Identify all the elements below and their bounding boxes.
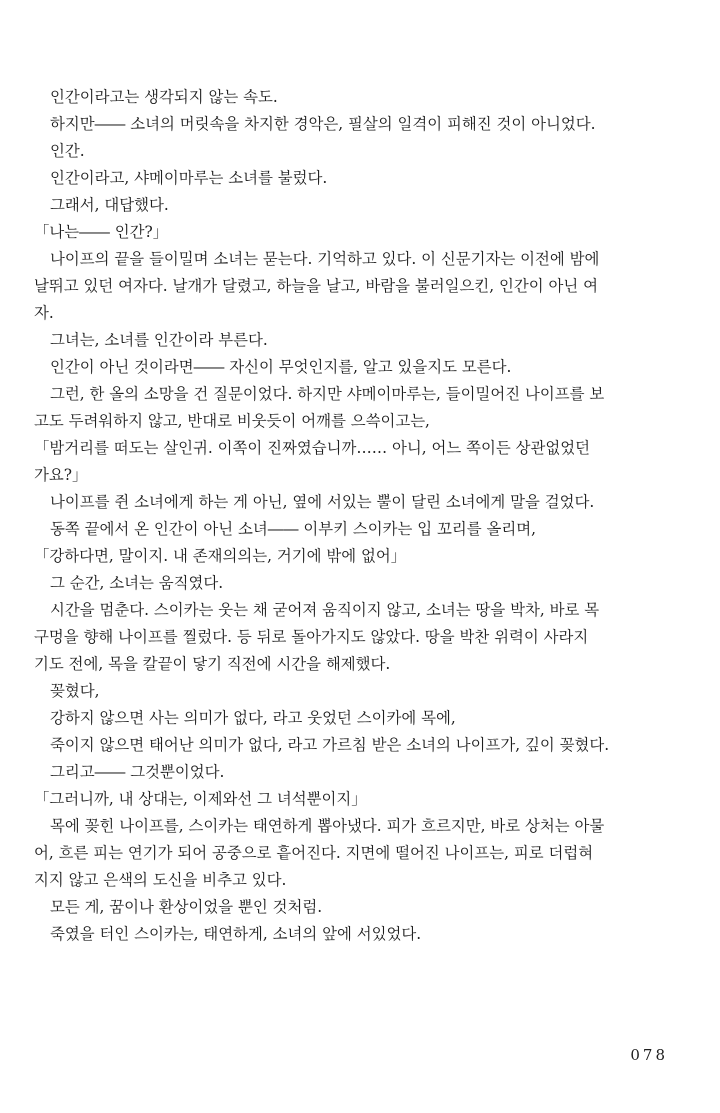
text-line: 그 순간, 소녀는 움직였다.: [50, 574, 224, 592]
text-line: 동쪽 끝에서 온 인간이 아닌 소녀―― 이부키 스이카는 입 꼬리를 올리며,: [50, 520, 537, 538]
text-line: 꽂혔다,: [50, 682, 100, 700]
text-line: 「강하다면, 말이지. 내 존재의의는, 거기에 밖에 없어」: [34, 547, 407, 565]
text-line: 「나는―― 인간?」: [34, 223, 169, 241]
text-line: 어, 흐른 피는 연기가 되어 공중으로 흩어진다. 지면에 떨어진 나이프는, 피로 더럽혀: [34, 844, 594, 862]
text-line: 구멍을 향해 나이프를 찔렀다. 등 뒤로 돌아가지도 않았다. 땅을 박찬 위력이 사라지: [34, 628, 589, 646]
text-line: 「그러니까, 내 상대는, 이제와선 그 녀석뿐이지」: [34, 790, 367, 808]
text-line: 시간을 멈춘다. 스이카는 웃는 채 굳어져 움직이지 않고, 소녀는 땅을 박차, 바로 목: [50, 601, 600, 619]
text-line: 강하지 않으면 사는 의미가 없다, 라고 웃었던 스이카에 목에,: [50, 709, 456, 727]
text-line: 나이프의 끝을 들이밀며 소녀는 묻는다. 기억하고 있다. 이 신문기자는 이전에 밤에: [50, 250, 600, 268]
text-line: 나이프를 쥔 소녀에게 하는 게 아닌, 옆에 서있는 뿔이 달린 소녀에게 말을 걸었다.: [50, 493, 595, 511]
text-line: 그리고―― 그것뿐이었다.: [50, 763, 225, 781]
text-line: 인간이 아닌 것이라면―― 자신이 무엇인지를, 알고 있을지도 모른다.: [50, 358, 512, 376]
text-line: 날뛰고 있던 여자다. 날개가 달렸고, 하늘을 날고, 바람을 불러일으킨, 인간이 아닌 여: [34, 277, 599, 295]
text-line: 그런, 한 올의 소망을 건 질문이었다. 하지만 샤메이마루는, 들이밀어진 나이프를 보: [50, 385, 605, 403]
text-line: 목에 꽂힌 나이프를, 스이카는 태연하게 뽑아냈다. 피가 흐르지만, 바로 상처는 아물: [50, 817, 605, 835]
text-line: 가요?」: [34, 466, 88, 484]
text-line: 인간.: [50, 142, 85, 160]
text-line: 인간이라고는 생각되지 않는 속도.: [50, 88, 278, 106]
text-line: 죽였을 터인 스이카는, 태연하게, 소녀의 앞에 서있었다.: [50, 925, 422, 943]
text-line: 죽이지 않으면 태어난 의미가 없다, 라고 가르침 받은 소녀의 나이프가, 깊이 꽂혔다.: [50, 736, 610, 754]
text-line: 고도 두려워하지 않고, 반대로 비웃듯이 어깨를 으쓱이고는,: [34, 412, 430, 430]
text-line: 그녀는, 소녀를 인간이라 부른다.: [50, 331, 268, 349]
text-line: 기도 전에, 목을 칼끝이 닿기 직전에 시간을 해제했다.: [34, 655, 391, 673]
text-line: 모든 게, 꿈이나 환상이었을 뿐인 것처럼.: [50, 898, 323, 916]
text-line: 자.: [34, 304, 54, 322]
text-line: 지지 않고 은색의 도신을 비추고 있다.: [34, 871, 287, 889]
page-number: 078: [630, 1046, 668, 1064]
text-line: 그래서, 대답했다.: [50, 196, 169, 214]
text-line: 인간이라고, 샤메이마루는 소녀를 불렀다.: [50, 169, 328, 187]
text-line: 하지만―― 소녀의 머릿속을 차지한 경악은, 필살의 일격이 피해진 것이 아니었다.: [50, 115, 596, 133]
body-text: [34, 84, 694, 948]
text-line: 「밤거리를 떠도는 살인귀. 이쪽이 진짜였습니까…… 아니, 어느 쪽이든 상관없었던: [34, 439, 590, 457]
